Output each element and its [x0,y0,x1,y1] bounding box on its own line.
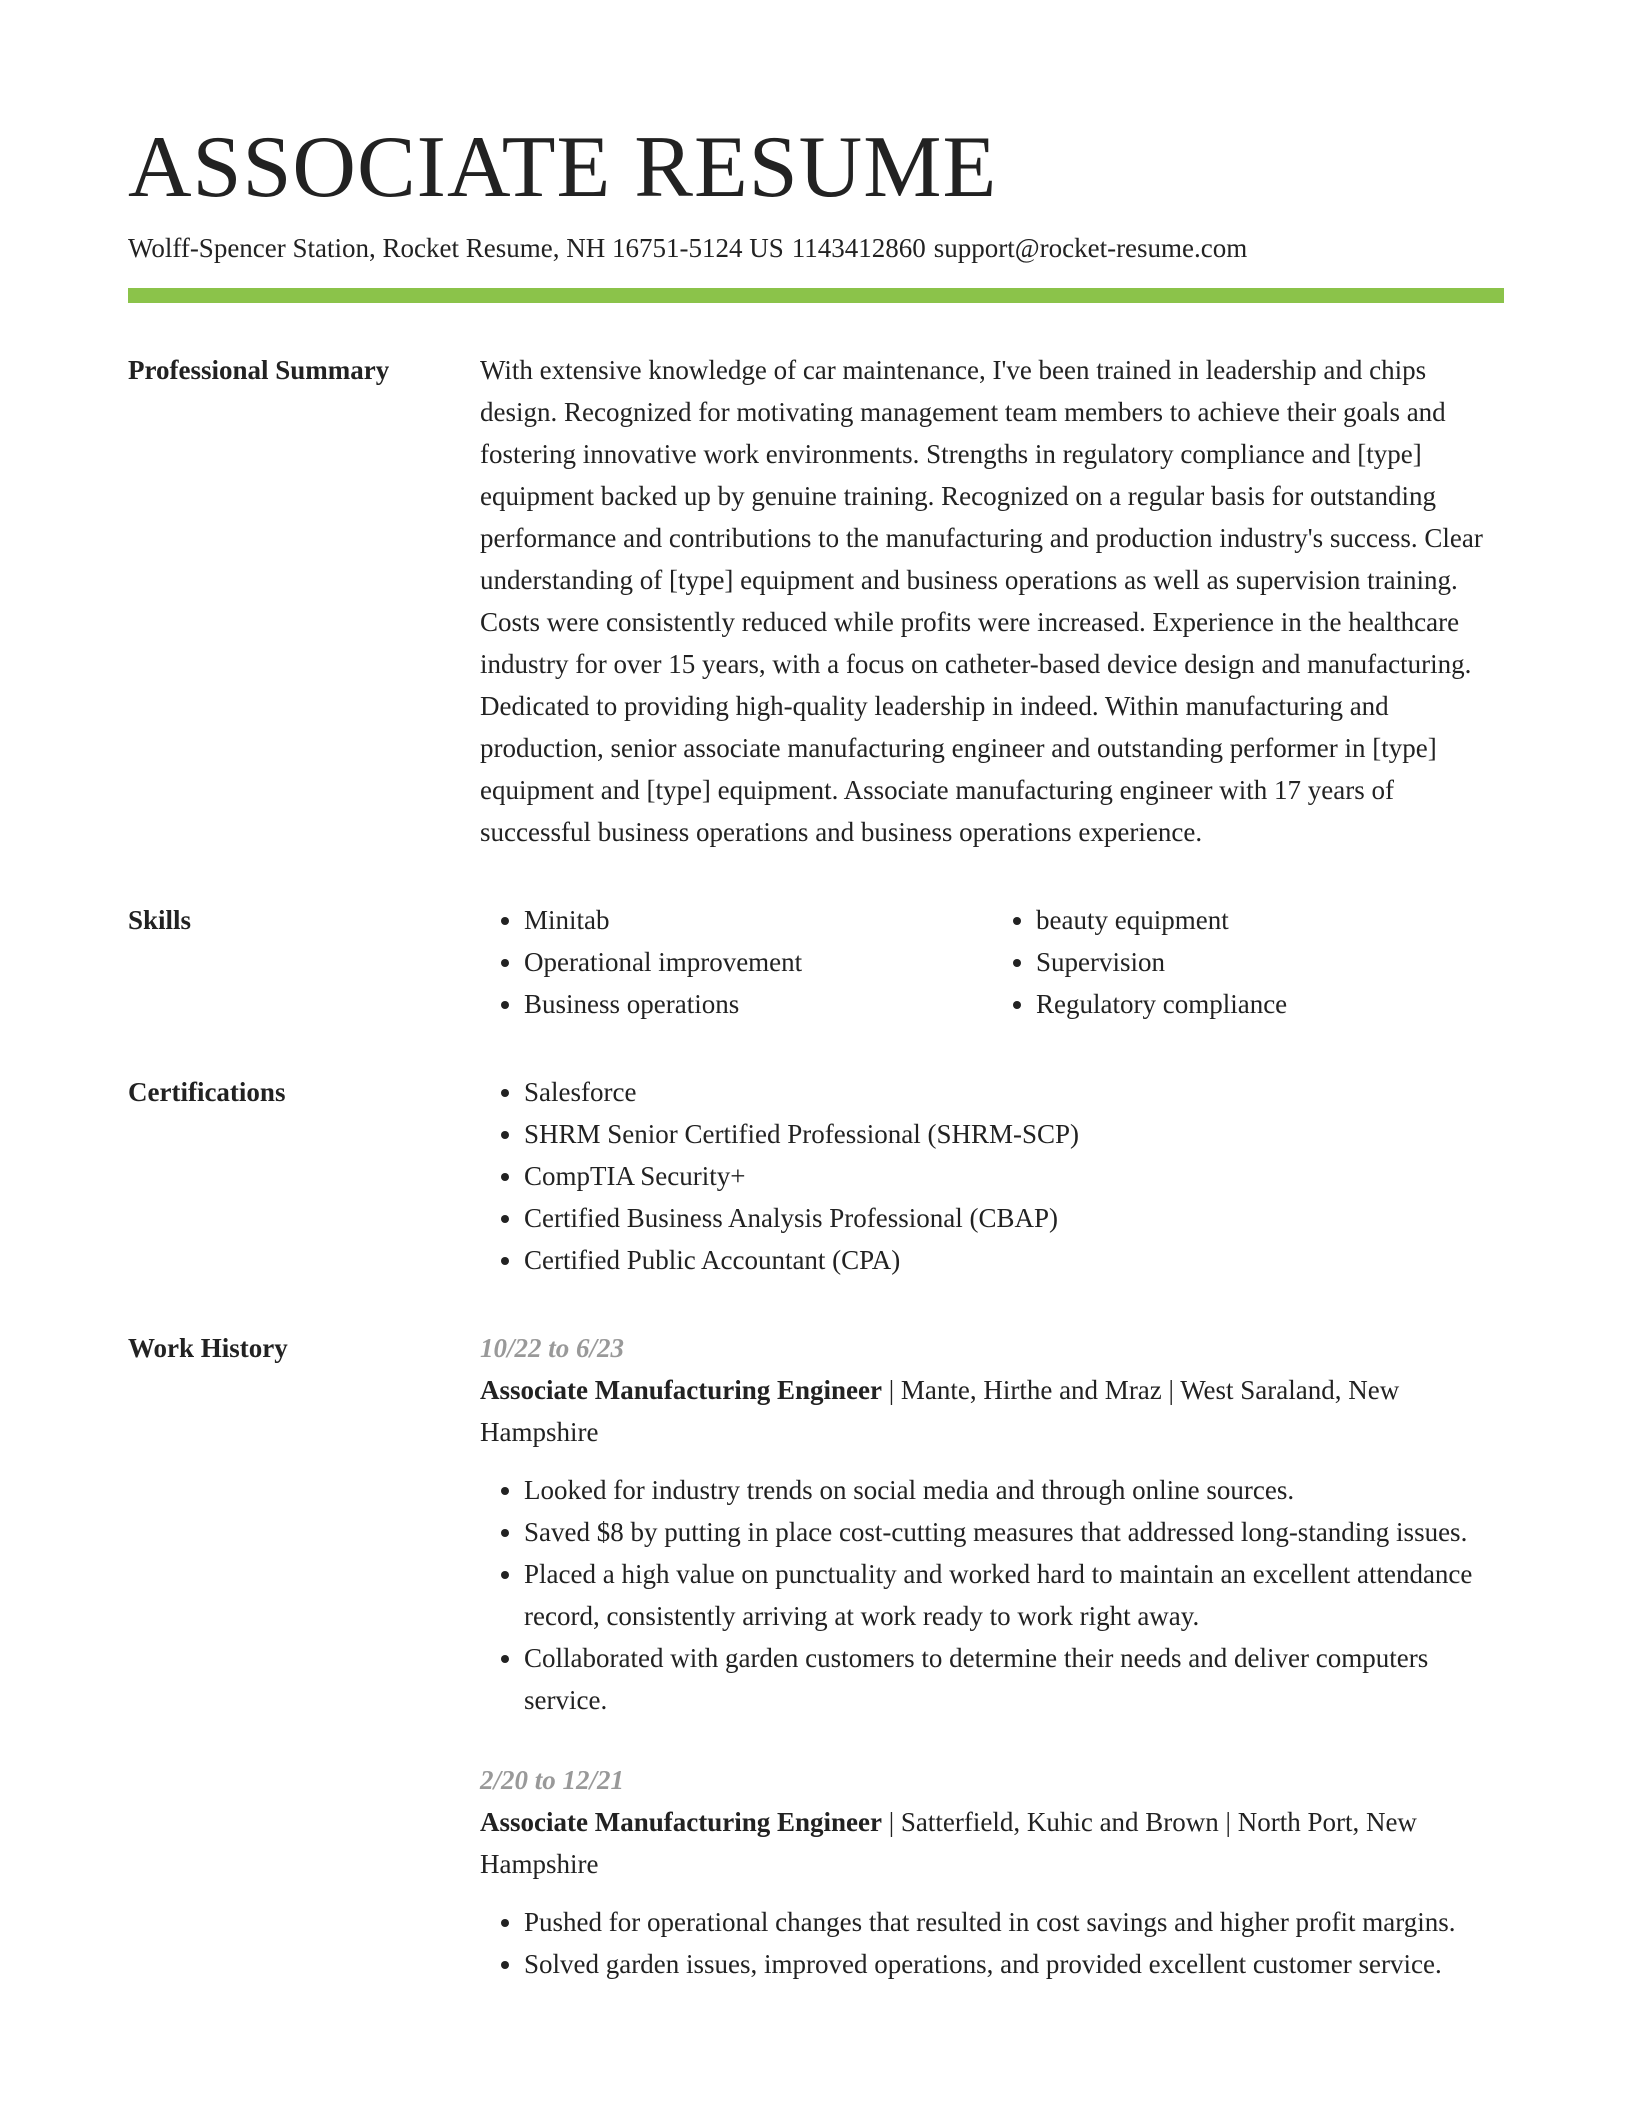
skill-item: • Supervision [1036,941,1504,983]
certification-item: • SHRM Senior Certified Professional (SHRM-SCP) [524,1113,1504,1155]
summary-section [128,353,1504,853]
job-bullet: • Saved $8 by putting in place cost-cutting measures that addressed long-standing issues. [524,1511,1504,1553]
work-history-heading: Work History [128,1333,288,1363]
certifications-list [480,1071,1504,1281]
job-company-location: | Mante, Hirthe and Mraz | West Saraland, New Hampshire [480,1375,1400,1447]
certifications-section [128,1075,1504,1281]
resume-page [128,118,1504,2023]
job-dates: 2/20 to 12/21 [480,1765,625,1795]
contact-phone: 1143412860 [791,233,926,263]
skill-item: • Business operations [524,983,992,1025]
job-entry [480,1759,1504,1985]
certification-item: • Certified Business Analysis Professional (CBAP) [524,1197,1504,1239]
work-history-section [128,1331,1504,2023]
skill-item: • Minitab [524,899,992,941]
resume-title: ASSOCIATE RESUME [128,119,998,216]
summary-heading: Professional Summary [128,355,390,385]
skill-item: • Operational improvement [524,941,992,983]
header-divider [128,288,1504,303]
job-bullet: • Placed a high value on punctuality and worked hard to maintain an excellent attendance record, consistently arriving at work ready to work right away. [524,1553,1504,1637]
skills-section [128,903,1504,1025]
job-title: Associate Manufacturing Engineer [480,1807,882,1837]
skill-item: • beauty equipment [1036,899,1504,941]
job-bullet: • Solved garden issues, improved operations, and provided excellent customer service. [524,1943,1504,1985]
job-bullets [480,1901,1504,1985]
job-company-location: | Satterfield, Kuhic and Brown | North Port, New Hampshire [480,1807,1417,1879]
job-heading [480,1369,1504,1453]
summary-text: With extensive knowledge of car maintenance, I've been trained in leadership and chips design. Recognized for motivating management team members to achieve their goals and fostering innovative work environments. Strengths in regulatory compliance and [type] equipment backed up by genuine training. Recognized on a regular basis for outstanding performance and contributions to the manufacturing and production industry's success. Clear understanding of [type] equipment and business operations as well as supervision training. Costs were consistently reduced while profits were increased. Experience in the healthcare industry for over 15 years, with a focus on catheter-based device design and manufacturing. Dedicated to providing high-quality leadership in indeed. Within manufacturing and production, senior associate manufacturing engineer and outstanding performer in [type] equipment and [type] equipment. Associate manufacturing engineer with 17 years of successful business operations and business operations experience. [480,355,1483,847]
job-title: Associate Manufacturing Engineer [480,1375,882,1405]
skills-heading: Skills [128,905,192,935]
job-entry [480,1327,1504,1721]
contact-email: support@rocket-resume.com [933,233,1248,263]
job-dates: 10/22 to 6/23 [480,1333,625,1363]
job-heading [480,1801,1504,1885]
job-bullets [480,1469,1504,1721]
skill-item: • Regulatory compliance [1036,983,1504,1025]
job-bullet: • Looked for industry trends on social media and through online sources. [524,1469,1504,1511]
certifications-heading: Certifications [128,1077,286,1107]
certification-item: • Certified Public Accountant (CPA) [524,1239,1504,1281]
skills-list-left [480,899,992,1025]
contact-address: Wolff-Spencer Station, Rocket Resume, NH 16751-5124 US [128,233,784,263]
job-bullet: • Pushed for operational changes that resulted in cost savings and higher profit margins. [524,1901,1504,1943]
certification-item: • Salesforce [524,1071,1504,1113]
certification-item: • CompTIA Security+ [524,1155,1504,1197]
job-bullet: • Collaborated with garden customers to determine their needs and deliver computers service. [524,1637,1504,1721]
contact-line [128,228,1504,268]
skills-list-right [992,899,1504,1025]
